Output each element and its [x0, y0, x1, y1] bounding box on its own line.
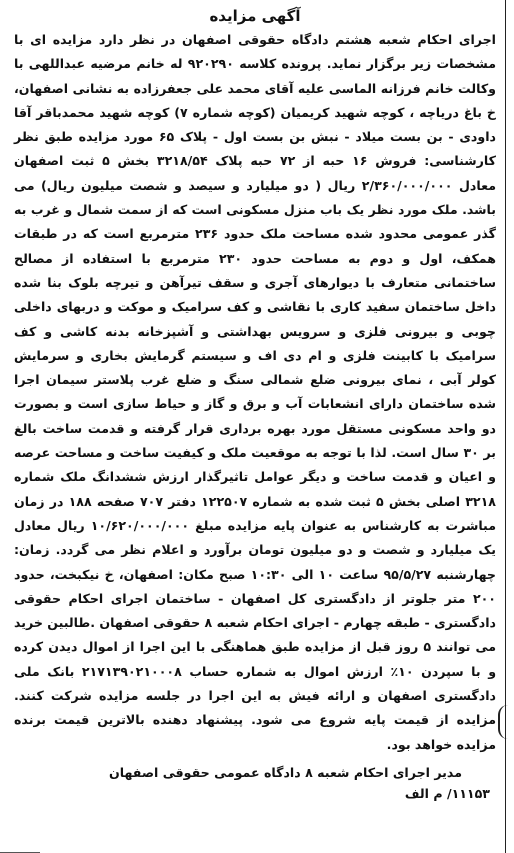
notice-signature: مدیر اجرای احکام شعبه ۸ دادگاه عمومی حقوقی اصفهان — [108, 764, 462, 780]
notice-reference-number: ۱۱۱۵۳/ م الف — [404, 785, 490, 801]
notice-title: آگهی مزایده — [209, 7, 301, 25]
side-bracket-mark — [498, 705, 514, 739]
auction-notice — [8, 0, 502, 853]
notice-body: اجرای احکام شعبه هشتم دادگاه حقوقی اصفهان در نظر دارد مزایده ای با مشخصات زیر برگزار نماید. پرونده کلاسه ۹۲۰۲۹۰ له خانم مرضیه عبداللهی با وکالت خانم فرزانه الماسی علیه آقای محمد علی جعفرزاده به نشانی اصفهان، خ باغ دریاچه ، کوچه شهید کریمیان (کوچه شماره ۷) کوچه شهید محمدباقر آقا داودی - بن بست میلاد - نبش بن بست اول - پلاک ۶۵ مورد مزایده طبق نظر کارشناسی: فروش ۱۶ حبه از ۷۲ حبه پلاک ۳۲۱۸/۵۴ بخش ۵ ثبت اصفهان معادل ۲/۳۶۰/۰۰۰/۰۰۰ ریال ( دو میلیارد و سیصد و شصت میلیون ریال) می باشد. ملک مورد نظر یک باب منزل مسکونی است که از سمت شمال و غرب به گذر عمومی محدود شده مساحت ملک حدود ۲۳۶ مترمربع است که در طبقات همکف، اول و دوم به مساحت حدود ۲۳۰ مترمربع با استفاده از مصالح ساختمانی متعارف با دیوارهای آجری و سقف تیرآهن و تیرچه بلوک بنا شده داخل ساختمان سفید کاری با نقاشی و کف سرامیک و موکت و دربهای داخلی چوبی و بیرونی فلزی و سرویس بهداشتی و آشپزخانه بدنه کاشی و کف سرامیک با کابینت فلزی و ام دی اف و سیستم گرمایش بخاری و سرمایش کولر آبی ، نمای بیرونی ضلع شمالی سنگ و ضلع غرب پلاستر سیمان اجرا شده ساختمان دارای انشعابات آب و برق و گاز و حیاط سازی است و بصورت دو واحد مسکونی مستقل مورد بهره برداری قرار گرفته و قدمت ساخت بالغ بر ۳۰ سال است. لذا با توجه به موقعیت ملک و کیفیت ساخت و مساحت عرصه و اعیان و قدمت ساخت و دیگر عوامل تاثیرگذار ارزش ششدانگ ملک شماره ۳۲۱۸ اصلی بخش ۵ ثبت شده به شماره ۱۲۲۵۰۷ دفتر ۷۰۷ صفحه ۱۸۸ در زمان مباشرت به کارشناس به عنوان پایه مزایده مبلغ ۱۰/۶۲۰/۰۰۰/۰۰۰ ریال معادل یک میلیارد و شصت و دو میلیون تومان برآورد و اعلام نظر می گردد. زمان: چهارشنبه ۹۵/۵/۲۷ ساعت ۱۰ الی ۱۰:۳۰ صبح مکان: اصفهان، خ نیکبخت، حدود ۲۰۰ متر جلوتر از دادگستری کل اصفهان - ساختمان اجرای احکام حقوقی دادگستری - طبقه چهارم - اجرای احکام شعبه ۸ حقوقی اصفهان .طالبین خرید می توانند ۵ روز قبل از مزایده طبق هماهنگی با این اجرا از اموال دیدن کرده و با سپردن ۱۰٪ ارزش اموال به شماره حساب ۲۱۷۱۳۹۰۲۱۰۰۰۸ بانک ملی دادگستری اصفهان و ارائه فیش به این اجرا در جلسه مزایده شرکت کنند. مزایده از قیمت پایه شروع می شود. پیشنهاد دهنده بالاترین قیمت برنده مزایده خواهد بود. — [14, 32, 497, 752]
